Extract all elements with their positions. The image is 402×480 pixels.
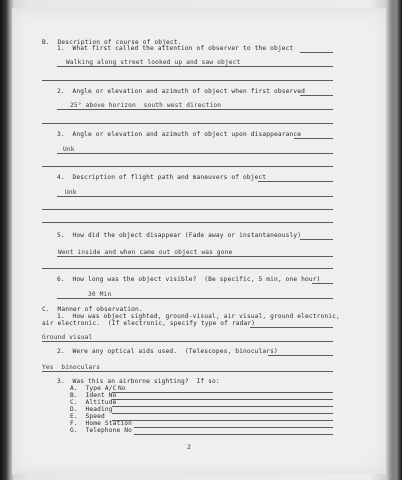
q4-answer-rule (57, 196, 333, 197)
airborne-item-b-rule (112, 399, 333, 400)
q5-answer-rule (57, 256, 333, 257)
airborne-item-a: A. Type A/C (70, 385, 117, 392)
q5-extra-rule (42, 268, 333, 269)
document-page (12, 8, 386, 474)
q6-question: 6. How long was the object visible? (Be specific, 5 min, one hour) (57, 276, 321, 283)
airborne-item-g-rule (134, 434, 333, 435)
airborne-item-g: G. Telephone No (70, 427, 133, 434)
section-b-heading: B. Description of course of object. (42, 39, 182, 46)
c2-answer: Yes binoculars (42, 364, 101, 371)
airborne-item-f: F. Home Station (70, 420, 133, 427)
q5-answer: Went inside and when came out object was gone (58, 249, 233, 256)
page-number: 2 (187, 443, 191, 451)
q6-question-rule (312, 283, 333, 284)
airborne-item-a-value: No (118, 385, 126, 392)
c2-question: 2. Were any optical aids used. (Telescopes, binoculars) (57, 348, 278, 355)
q2-question-rule (300, 95, 333, 96)
airborne-item-f-rule (134, 427, 333, 428)
q3-question-rule (294, 138, 333, 139)
q2-question: 2. Angle or elevation and azimuth of object when first observed (57, 88, 306, 95)
airborne-item-c: C. Altitude (70, 399, 117, 406)
q1-extra-rule (42, 80, 333, 81)
airborne-item-d: D. Heading (70, 406, 113, 413)
q4-extra-rule-2 (42, 222, 333, 223)
q6-answer: 30 Min (88, 291, 112, 298)
c1-question-rule (250, 327, 333, 328)
airborne-item-e: E. Speed (70, 413, 105, 420)
q4-answer: Unk (65, 189, 77, 196)
q1-answer: Walking along street looked up and saw object (66, 59, 241, 66)
airborne-item-a-rule (112, 392, 333, 393)
q2-answer-rule (57, 109, 333, 110)
q3-answer-rule (57, 153, 333, 154)
q5-question: 5. How did the object disappear (Fade away or instantaneously) (57, 232, 302, 239)
c2-question-rule (268, 355, 333, 356)
c1-answer-rule (42, 341, 333, 342)
section-c-heading: C. Manner of observation. (42, 306, 143, 313)
q4-question-rule (258, 181, 333, 182)
airborne-item-b: B. Ident No (70, 392, 117, 399)
q4-extra-rule-1 (42, 209, 333, 210)
q4-question: 4. Description of flight path and maneuvers of object (57, 174, 267, 181)
q2-extra-rule (42, 123, 333, 124)
q6-answer-rule (57, 298, 333, 299)
q3-extra-rule (42, 166, 333, 167)
airborne-item-c-rule (112, 406, 333, 407)
c3-question: 3. Was this an airborne sighting? If so: (57, 378, 220, 385)
c1-question-line1: 1. How was object sighted, ground-visual, air visual, ground electronic, (57, 313, 340, 320)
q3-answer: Unk (63, 146, 75, 153)
c1-answer: Ground visual (42, 334, 93, 341)
c1-question-line2: air electronic. (If electronic, specify type of radar) (42, 320, 256, 327)
c2-answer-rule (42, 371, 333, 372)
q3-question: 3. Angle or elevation and azimuth of object upon disappearance (57, 131, 302, 138)
q1-question: 1. What first called the attention of observer to the object (57, 45, 294, 52)
q1-question-rule (300, 52, 333, 53)
airborne-item-d-rule (112, 413, 333, 414)
q2-answer: 25° above horizon south west direction (70, 102, 222, 109)
q1-answer-rule (57, 66, 333, 67)
q5-question-rule (300, 239, 333, 240)
page-edge-shadow (388, 0, 402, 480)
airborne-item-e-rule (112, 420, 333, 421)
